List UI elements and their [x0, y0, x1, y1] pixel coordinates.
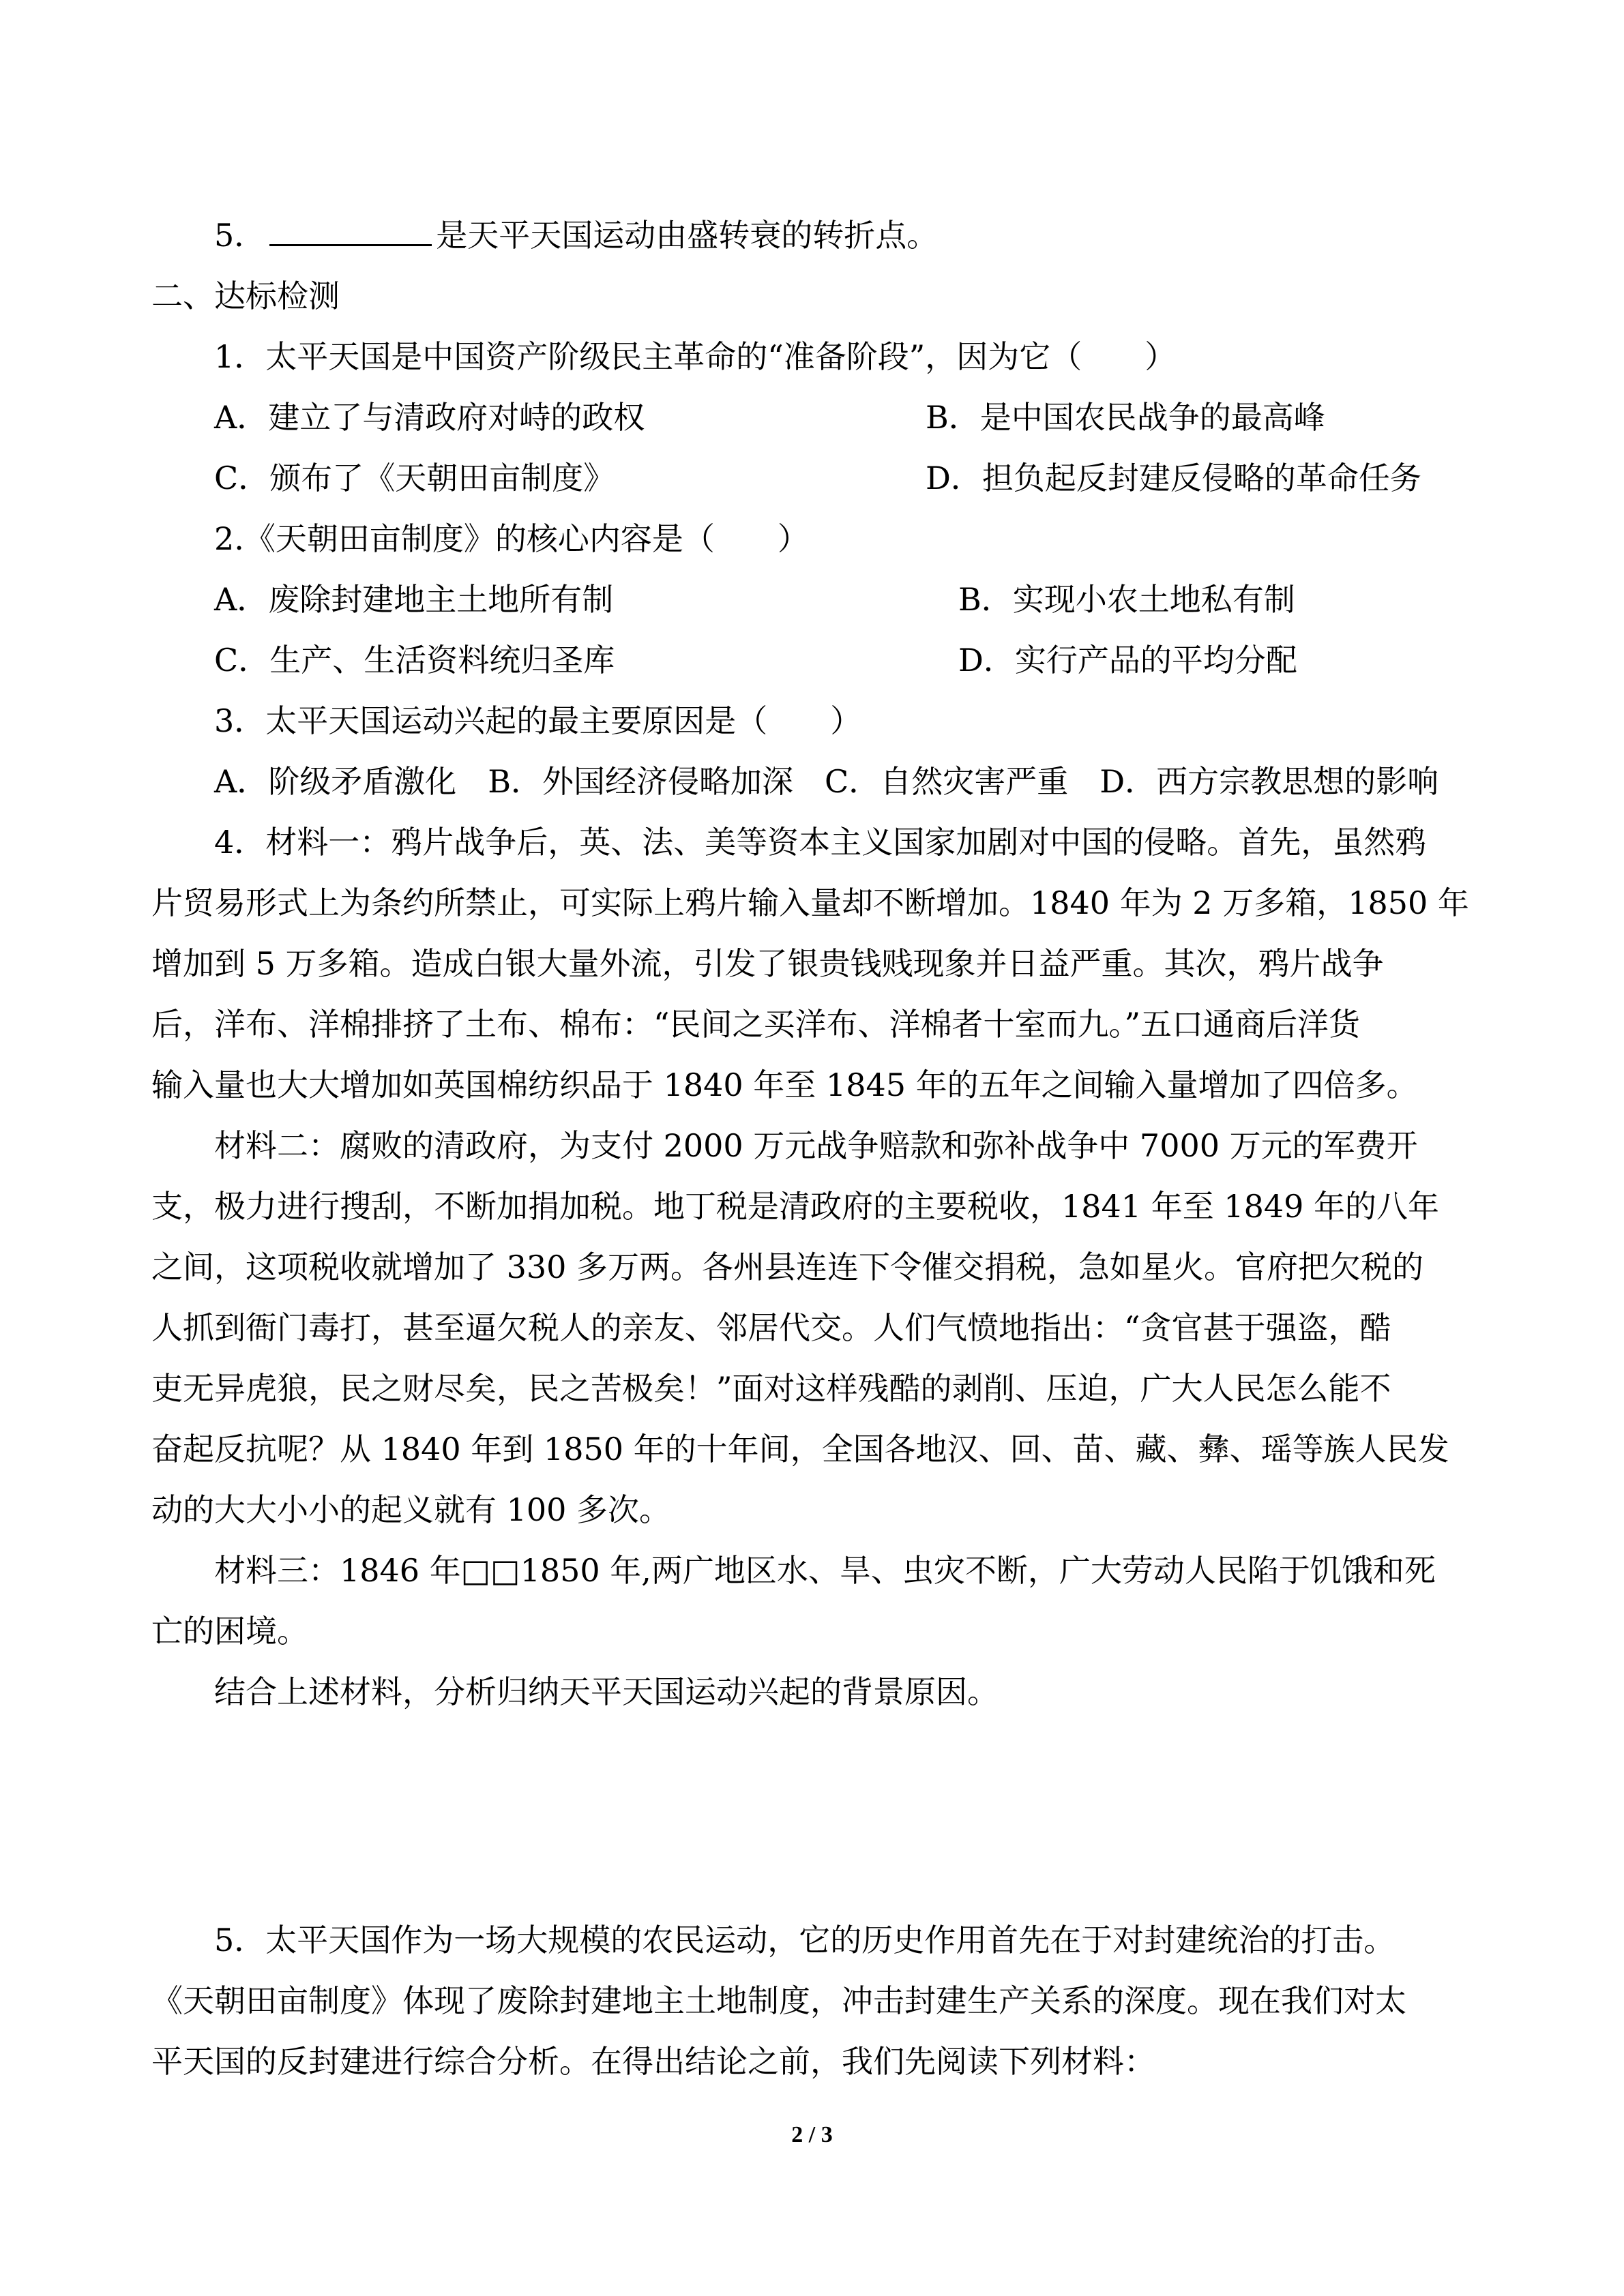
- question-4-line: 材料二：腐败的清政府，为支付 2000 万元战争赔款和弥补战争中 7000 万元的军费开: [214, 1127, 1418, 1164]
- question-4-line: 4．材料一：鸦片战争后，英、法、美等资本主义国家加剧对中国的侵略。首先，虽然鸦: [214, 824, 1427, 861]
- section-title: 二、达标检测: [151, 278, 340, 314]
- question-1-option-c: C．颁布了《天朝田亩制度》: [214, 460, 615, 496]
- question-2-option-a: A．废除封建地主土地所有制: [214, 581, 614, 618]
- question-5-line: 平天国的反封建进行综合分析。在得出结论之前，我们先阅读下列材料：: [151, 2043, 1155, 2080]
- question-4-line: 支，极力进行搜刮，不断加捐加税。地丁税是清政府的主要税收，1841 年至 1849 年的八年: [151, 1188, 1439, 1225]
- question-4-line: 材料三：1846 年□□1850 年,两广地区水、旱、虫灾不断，广大劳动人民陷于饥饿和死: [214, 1552, 1436, 1589]
- question-1-option-d: D．担负起反封建反侵略的革命任务: [926, 460, 1421, 496]
- question-2-option-b: B．实现小农土地私有制: [958, 581, 1295, 618]
- question-1-option-b: B．是中国农民战争的最高峰: [926, 399, 1325, 436]
- question-4-line: 人抓到衙门毒打，甚至逼欠税人的亲友、邻居代交。人们气愤地指出：“贪官甚于强盗，酷: [151, 1309, 1391, 1346]
- question-4-prompt: 结合上述材料，分析归纳天平天国运动兴起的背景原因。: [214, 1673, 999, 1710]
- question-4-line: 输入量也大大增加如英国棉纺织品于 1840 年至 1845 年的五年之间输入量增加了四倍多。: [151, 1067, 1418, 1103]
- question-5-line: 《天朝田亩制度》体现了废除封建地主土地制度，冲击封建生产关系的深度。现在我们对太: [151, 1982, 1406, 2019]
- question-4-line: 增加到 5 万多箱。造成白银大量外流，引发了银贵钱贱现象并日益严重。其次，鸦片战争: [151, 945, 1384, 982]
- page-number: 2 / 3: [791, 2122, 833, 2147]
- question-1-option-a: A．建立了与清政府对峙的政权: [214, 399, 645, 436]
- question-2-option-d: D．实行产品的平均分配: [958, 642, 1297, 679]
- question-4-line: 之间，这项税收就增加了 330 多万两。各州县连连下令催交捐税，急如星火。官府把欠税的: [151, 1249, 1424, 1285]
- question-4-line: 吏无异虎狼，民之财尽矣，民之苦极矣！”面对这样残酷的剥削、压迫，广大人民怎么能不: [151, 1370, 1391, 1407]
- question-5-line: 5．太平天国作为一场大规模的农民运动，它的历史作用首先在于对封建统治的打击。: [214, 1922, 1396, 1958]
- question-4-line: 奋起反抗呢？从 1840 年到 1850 年的十年间，全国各地汉、回、苗、藏、彝、瑶等族人民发: [151, 1431, 1449, 1467]
- question-4-line: 后，洋布、洋棉排挤了土布、棉布：“民间之买洋布、洋棉者十室而九。”五口通商后洋货: [151, 1006, 1361, 1043]
- question-2-option-c: C．生产、生活资料统归圣库: [214, 642, 615, 679]
- question-3-options: A．阶级矛盾激化 B．外国经济侵略加深 C．自然灾害严重 D．西方宗教思想的影响: [214, 763, 1439, 800]
- fill-item-5: [214, 215, 938, 256]
- question-3-stem: 3．太平天国运动兴起的最主要原因是（ ）: [214, 702, 862, 739]
- question-4-line: 亡的困境。: [151, 1613, 308, 1650]
- fill-item-text: 是天平天国运动由盛转衰的转折点。: [436, 217, 939, 254]
- question-4-line: 片贸易形式上为条约所禁止，可实际上鸦片输入量却不断增加。1840 年为 2 万多箱，1850 年: [151, 884, 1469, 921]
- question-4-line: 动的大大小小的起义就有 100 多次。: [151, 1491, 671, 1528]
- question-2-stem: 2.《天朝田亩制度》的核心内容是（ ）: [214, 520, 809, 557]
- fill-item-number: 5．: [214, 217, 266, 254]
- answer-blank[interactable]: [269, 217, 432, 246]
- question-1-stem: 1．太平天国是中国资产阶级民主革命的“准备阶段”，因为它（ ）: [214, 338, 1177, 375]
